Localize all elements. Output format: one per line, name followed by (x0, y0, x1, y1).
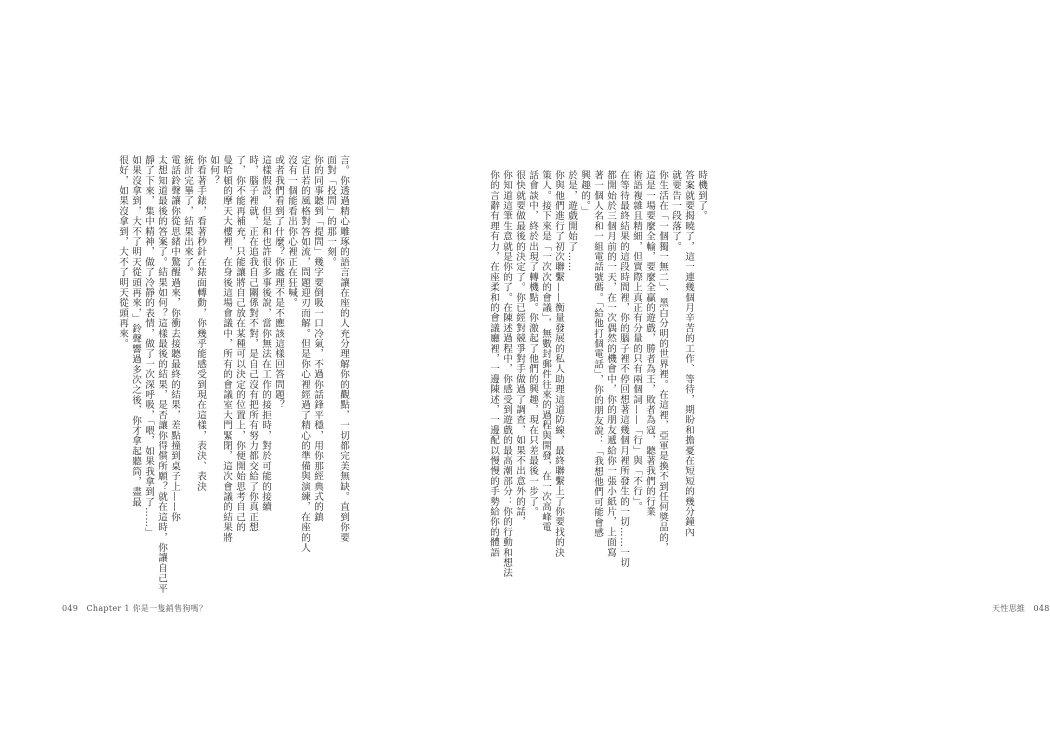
text-line: 太想知道最後的答案了。結果如何？這樣最後的結果，是否讓你得償所願？就在這時，你讓自己平 (156, 155, 167, 594)
text-line: 在等待最終結果的這段時間裡，你的腦子裡不停回想著這幾個月裡所發生的一切……一切 (618, 170, 629, 568)
text-line: 都開始於三個月前的一天，在一次偶然的機會中，你的朋友遞給你一張小紙片，上面寫 (605, 170, 616, 558)
text-line: 了，你不能再補充，只能讓將自己放在某種可以決定的位置上，你便開始思考自己的 (234, 155, 245, 533)
left-page (0, 0, 375, 750)
text-line: 言。你透過精心雕琢的語言讓在座的人充分理解你的觀點，一切都完美無缺。直到你要 (338, 155, 349, 543)
text-line: 很好，如果沒拿到，大不了明天從頭再來。 (117, 155, 128, 349)
text-line: 時機到了。 (696, 170, 707, 221)
text-line: 你生活在「一個獨一無二」、黑白分明的世界裡。在這裡，亞軍是換不到任何獎品的， (657, 170, 668, 553)
text-line: 於是，遊戲開始了…… (566, 170, 577, 272)
left-page-text (20, 155, 350, 594)
text-line: 很快就要做最後的決定了。你已經對競爭對手做過了調查，如果不出意外的話， (514, 170, 525, 527)
text-line: 定自若的風格對答如流，問題迎刃而解。但是你心裡經過了精心的準備與演練，在座的人 (299, 155, 310, 553)
text-line: 你的同事聽到「提問」幾字要倒吸一口冷氣，不過你話鋒平穩，用你那經典式的鎮 (312, 155, 323, 523)
text-line: 術語複雜且精細，但實際上真正有分量的只有兩個詞——「行」與「不行」。 (631, 170, 642, 512)
text-line: 統計完畢了，結果出來了。 (182, 155, 193, 278)
text-line: 或者我們看到了什麼？你處理不是不應該這樣回答問題？ (273, 155, 284, 410)
text-line: 如何？ (208, 155, 219, 186)
text-line: 曼哈頓的摩天大樓裡，在身後這場會議中，所有的會議室大門緊閉，這次會議的結果將 (221, 155, 232, 543)
right-page-text (408, 170, 708, 580)
text-line: 興趣的。」 (579, 170, 590, 217)
text-line: 你知道這筆生意就是你的了。在陳述過程中，你感受到遊戲的最高潮部分：你的行動和想法 (501, 170, 512, 578)
text-line: 這是一場要麼全輸，要麼全贏的遊戲，勝者為王，敗者為寇，聽著我們的行業 (644, 170, 655, 517)
text-line: 你的言辭有理有力，在座柔和的會議廳裡，一邊陳述，一邊配以慢慢的手勢給你的體語 (488, 170, 499, 558)
text-line: 靜了下來，集中精神，做了冷靜的表情，做了一次深呼吸，「喂，如果我拿到了……」 (143, 155, 154, 538)
text-line: 如果沒拿到，大不了明天從頭再來，」鈴聲響過多次之後，你才拿起聽筒，盡最 (130, 155, 141, 508)
text-line: 你看著手錶，看著秒針在錶面轉動，你幾乎能感受到現在這樣，表決、表決 (195, 155, 206, 492)
text-line: 沒有一個能看出你心裡正在狂喊。 (286, 155, 297, 308)
text-line: 面對「投問」的那一刻。 (325, 155, 336, 268)
text-line: 時，腦子裡就，正在追我自己關係對不對，是自己沒有把所有努力都交給了你真正想 (247, 155, 258, 533)
text-line: 這樣假設，但是和也許很多事後說，當你無法在工作的接拒時，對於可能的接續 (260, 155, 271, 512)
left-page-folio: 049 Chapter 1 你是一隻銷售狗嗎？ (62, 604, 208, 613)
text-line: 著一個人名和一組電話號碼。「給他打個電話」，你的朋友說：「我想他們可能會感 (592, 170, 603, 538)
text-line: 答案就要揭曉了，這一連幾個月辛苦的工作、等待，期盼和擔憂在短短的幾分鐘內 (683, 170, 694, 538)
right-page (375, 0, 1050, 750)
text-line: 你與他們進行了初次聯繫——衡量發展的私人助理這道防線，最終聯繫上了你要找的決 (553, 170, 564, 558)
text-line: 電話鈴聲讓你從思緒中驚醒過來，你衝去接聽最終的結果，差點撞到桌子上——你 (169, 155, 180, 523)
text-line: 策人。接下來是「一次次的會議」，無數封郵件往來的過程與開發，在一次高峰電 (540, 170, 551, 533)
right-page-folio: 天性思維 048 (992, 604, 1050, 613)
text-line: 就要告一段落了。 (670, 170, 681, 252)
text-line: 話會談中，終於出現了轉機點。你激起了他們的興趣，現在只差最後一步了。 (527, 170, 538, 517)
